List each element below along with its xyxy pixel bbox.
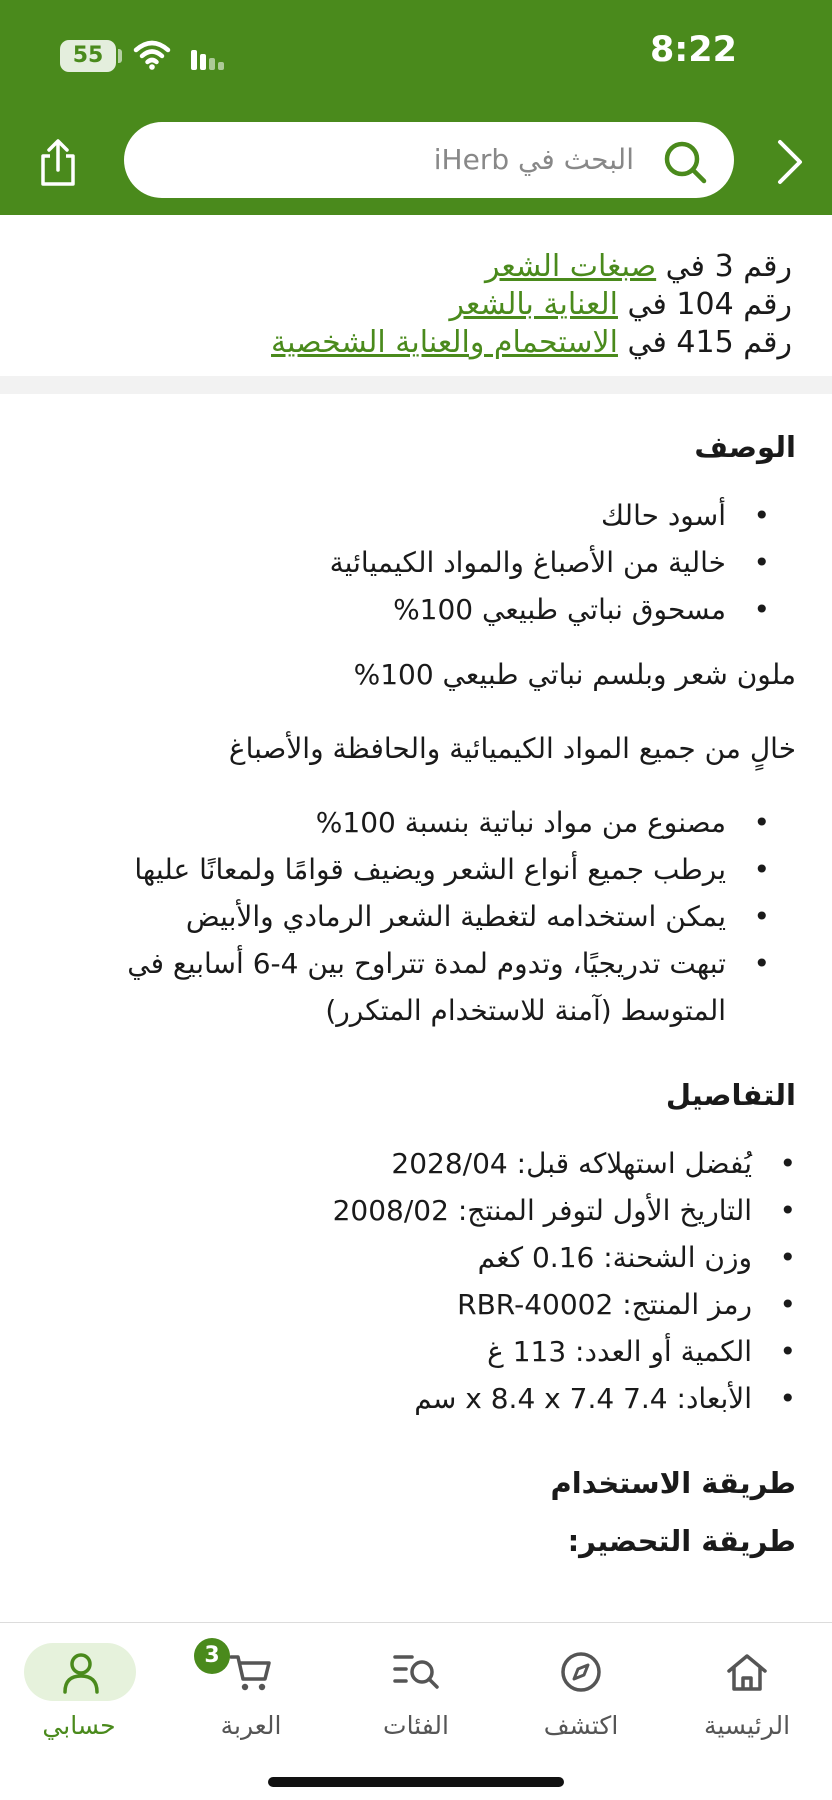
- description-paragraph: ملون شعر وبلسم نباتي طبيعي 100%: [353, 658, 796, 691]
- feature-bullets: [26, 799, 796, 1034]
- bottom-tab-bar: [0, 1622, 832, 1800]
- tab-categories[interactable]: [351, 1633, 481, 1763]
- chevron-right-icon[interactable]: [774, 138, 804, 186]
- description-title: الوصف: [694, 430, 796, 464]
- list-item: • يرطب جميع أنواع الشعر ويضيف قوامًا ولمعانًا عليها: [26, 846, 770, 893]
- search-input[interactable]: [124, 122, 734, 198]
- tab-label: اكتشف: [543, 1711, 619, 1740]
- compass-icon: [559, 1650, 603, 1694]
- search-icon: [662, 139, 708, 185]
- list-item: • مصنوع من مواد نباتية بنسبة 100%: [26, 799, 770, 846]
- rank-category-link[interactable]: صبغات الشعر: [484, 249, 657, 284]
- share-icon[interactable]: [36, 138, 80, 188]
- rank-category-link[interactable]: الاستحمام والعناية الشخصية: [271, 325, 618, 360]
- product-content: [26, 420, 796, 1578]
- details-title: التفاصيل: [665, 1078, 796, 1112]
- list-item: • يمكن استخدامه لتغطية الشعر الرمادي والأبيض: [26, 893, 770, 940]
- ranking-line: [271, 248, 792, 286]
- home-indicator: [268, 1777, 564, 1787]
- tab-label: الفئات: [383, 1711, 449, 1740]
- cart-icon: [228, 1651, 272, 1693]
- categories-search-icon: [392, 1651, 440, 1693]
- list-item: • مسحوق نباتي طبيعي 100%: [26, 586, 770, 633]
- status-time: 8:22: [649, 30, 737, 70]
- section-divider: [0, 376, 832, 394]
- usage-title: طريقة الاستخدام: [550, 1466, 796, 1500]
- list-item: • أسود حالك: [26, 492, 770, 539]
- tab-label: الرئيسية: [703, 1711, 791, 1740]
- rank-prefix: رقم 415 في: [617, 325, 792, 360]
- detail-item: • التاريخ الأول لتوفر المنتج: 2008/02: [26, 1187, 796, 1234]
- person-icon: [61, 1652, 101, 1694]
- detail-item: • وزن الشحنة: 0.16 كغم: [26, 1234, 796, 1281]
- ranking-line: [271, 286, 792, 324]
- app-header: [0, 0, 832, 215]
- list-item: • تبهت تدريجيًا، وتدوم لمدة تتراوح بين 4-6 أسابيع في المتوسط (آمنة للاستخدام المتكرر): [26, 940, 770, 1034]
- preparation-title: طريقة التحضير:: [567, 1524, 796, 1558]
- rank-prefix: رقم 104 في: [617, 287, 792, 322]
- product-rankings: [271, 248, 792, 362]
- rank-category-link[interactable]: العناية بالشعر: [449, 287, 618, 322]
- details-list: [26, 1140, 796, 1422]
- detail-item: • الأبعاد: 7.4 x 8.4 x 7.4 سم: [26, 1375, 796, 1422]
- cart-count-badge: 3: [194, 1638, 230, 1674]
- tab-label: حسابي: [42, 1711, 116, 1740]
- rank-prefix: رقم 3 في: [656, 249, 792, 284]
- description-paragraph: خالٍ من جميع المواد الكيميائية والحافظة والأصباغ: [228, 732, 796, 765]
- cellular-signal-icon: [190, 40, 226, 72]
- description-bullets: [26, 492, 796, 633]
- detail-item: • يُفضل استهلاكه قبل: 2028/04: [26, 1140, 796, 1187]
- tab-cart[interactable]: [186, 1633, 316, 1763]
- tab-label: العربة: [220, 1711, 282, 1740]
- search-placeholder: البحث في iHerb: [433, 143, 634, 176]
- list-item: • خالية من الأصباغ والمواد الكيميائية: [26, 539, 770, 586]
- tab-account[interactable]: [14, 1633, 144, 1763]
- battery-indicator: 55: [60, 40, 116, 72]
- tab-discover[interactable]: [516, 1633, 646, 1763]
- detail-item: • الكمية أو العدد: 113 غ: [26, 1328, 796, 1375]
- wifi-icon: [132, 38, 172, 70]
- battery-tip: [118, 49, 122, 63]
- detail-item: • رمز المنتج: RBR-40002: [26, 1281, 796, 1328]
- home-icon: [725, 1651, 769, 1693]
- ranking-line: [271, 324, 792, 362]
- tab-home[interactable]: [682, 1633, 812, 1763]
- status-bar: [0, 0, 832, 110]
